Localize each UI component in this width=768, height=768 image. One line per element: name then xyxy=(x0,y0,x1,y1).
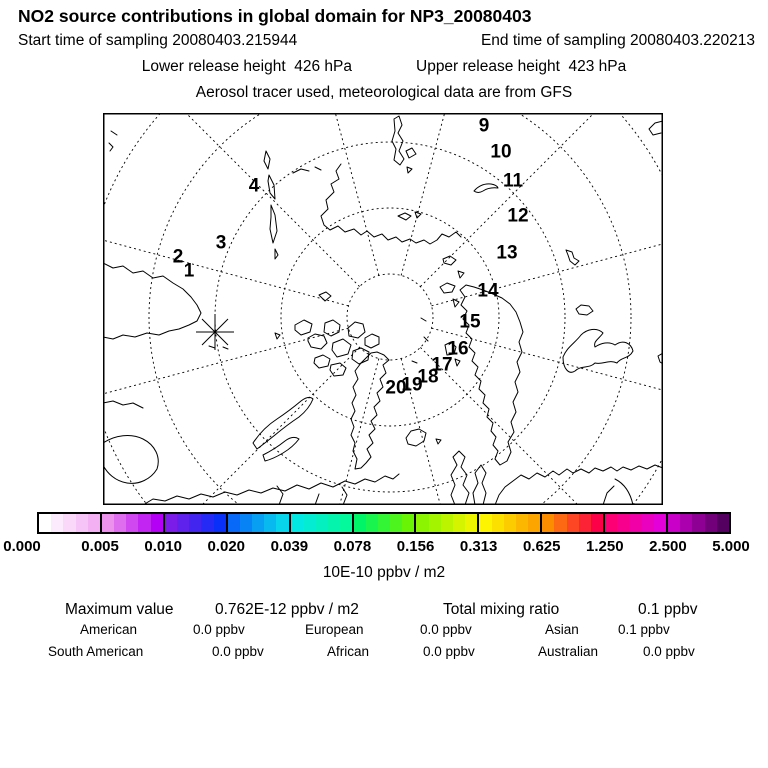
colorbar-cell xyxy=(705,514,717,532)
end-time-text: End time of sampling 20080403.220213 xyxy=(480,32,755,49)
meridian-line xyxy=(279,359,379,505)
meridian-line xyxy=(432,206,663,306)
maximum-value: 0.762E-12 ppbv / m2 xyxy=(215,601,359,618)
colorbar-cell xyxy=(240,514,252,532)
colorbar-tick-label: 0.078 xyxy=(333,538,372,555)
coastline-siberia xyxy=(264,151,464,278)
colorbar-cell xyxy=(390,514,402,532)
release-point-marker xyxy=(196,314,234,350)
trajectory-point-label: 4 xyxy=(248,175,260,197)
colorbar-cell xyxy=(416,514,428,532)
region-label-asian: Asian xyxy=(545,622,579,637)
region-label-american: American xyxy=(80,622,138,637)
colorbar-tick-label: 0.020 xyxy=(207,538,246,555)
page-title: NO2 source contributions in global domain for NP3_20080403 xyxy=(18,6,532,26)
colorbar-tick-label: 2.500 xyxy=(649,538,687,555)
colorbar-cell xyxy=(252,514,264,532)
colorbar-cell xyxy=(642,514,654,532)
trajectory-point-label: 14 xyxy=(477,280,499,302)
colorbar-tick-label: 0.039 xyxy=(270,538,309,555)
polar-map-svg xyxy=(103,113,663,505)
colorbar-cell xyxy=(516,514,528,532)
colorbar-cell xyxy=(717,514,729,532)
colorbar-cell xyxy=(51,514,63,532)
colorbar-cell xyxy=(327,514,339,532)
region-label-south-american: South American xyxy=(48,644,144,659)
release-heights-line xyxy=(0,58,768,76)
region-label-australian: Australian xyxy=(538,644,599,659)
colorbar-tick-label: 0.625 xyxy=(522,538,561,555)
colorbar-cell xyxy=(39,514,51,532)
latitude-circle xyxy=(149,113,631,505)
trajectory-point-label: 13 xyxy=(496,242,518,264)
coastline-chukotka xyxy=(103,131,228,349)
colorbar-cell xyxy=(138,514,150,532)
region-value-south-american: 0.0 ppbv xyxy=(212,644,264,659)
region-value-european: 0.0 ppbv xyxy=(420,622,472,637)
colorbar-cell xyxy=(492,514,504,532)
colorbar-segment xyxy=(414,512,479,534)
colorbar-cell xyxy=(315,514,327,532)
colorbar-tick-label: 0.156 xyxy=(396,538,435,555)
total-mixing-ratio-value: 0.1 ppbv xyxy=(638,601,698,618)
colorbar-cell xyxy=(402,514,414,532)
colorbar-segment xyxy=(477,512,542,534)
colorbar-cell xyxy=(366,514,378,532)
meridian-line xyxy=(401,113,501,275)
tracer-note: Aerosol tracer used, meteorological data are from GFS xyxy=(195,84,573,101)
trajectory-point-label: 1 xyxy=(183,260,195,282)
colorbar-tick-labels xyxy=(0,538,768,556)
trajectory-point-label: 16 xyxy=(447,338,469,360)
colorbar-cell xyxy=(165,514,177,532)
upper-release-text: Upper release height 423 hPa xyxy=(416,58,627,75)
colorbar-cell xyxy=(303,514,315,532)
colorbar-units-label: 10E-10 ppbv / m2 xyxy=(322,564,446,581)
coastline-canadian-archipelago xyxy=(275,292,428,376)
colorbar-segment xyxy=(603,512,668,534)
trajectory-point-label: 20 xyxy=(385,377,407,399)
colorbar-cell xyxy=(102,514,114,532)
trajectory-point-label: 10 xyxy=(490,141,512,163)
trajectory-point-label: 15 xyxy=(459,311,481,333)
colorbar-cell xyxy=(668,514,680,532)
colorbar-tick-label: 0.005 xyxy=(81,538,119,555)
colorbar-cell xyxy=(591,514,603,532)
colorbar-cell xyxy=(189,514,201,532)
colorbar-cell xyxy=(264,514,276,532)
colorbar-cell xyxy=(504,514,516,532)
sampling-times-line xyxy=(18,32,755,50)
colorbar-cell xyxy=(429,514,441,532)
colorbar-cell xyxy=(76,514,88,532)
region-value-asian: 0.1 ppbv xyxy=(618,622,670,637)
colorbar-segment xyxy=(163,512,228,534)
meridian-line xyxy=(420,113,663,287)
colorbar-cell xyxy=(378,514,390,532)
colorbar-cell xyxy=(201,514,213,532)
colorbar xyxy=(37,512,731,534)
colorbar-tick-label: 0.313 xyxy=(459,538,498,555)
region-value-american: 0.0 ppbv xyxy=(193,622,245,637)
meridian-line xyxy=(279,113,379,275)
polar-map xyxy=(103,113,663,505)
colorbar-cell xyxy=(228,514,240,532)
colorbar-cell xyxy=(554,514,566,532)
colorbar-segment xyxy=(100,512,165,534)
graticule xyxy=(103,113,663,505)
colorbar-cell xyxy=(177,514,189,532)
colorbar-tick-label: 1.250 xyxy=(586,538,624,555)
colorbar-cell xyxy=(441,514,453,532)
colorbar-segment xyxy=(666,512,731,534)
trajectory-point-label: 11 xyxy=(502,170,524,192)
colorbar-cell xyxy=(630,514,642,532)
colorbar-segment xyxy=(289,512,354,534)
colorbar-segment xyxy=(540,512,605,534)
colorbar-cell xyxy=(354,514,366,532)
colorbar-cell xyxy=(465,514,477,532)
lower-release-text: Lower release height 426 hPa xyxy=(141,58,352,75)
colorbar-tick-label: 0.000 xyxy=(3,538,41,555)
region-value-african: 0.0 ppbv xyxy=(423,644,475,659)
colorbar-tick-label: 0.010 xyxy=(144,538,182,555)
colorbar-cell xyxy=(276,514,288,532)
colorbar-cell xyxy=(479,514,491,532)
trajectory-point-label: 12 xyxy=(507,205,529,227)
colorbar-cell xyxy=(654,514,666,532)
colorbar-cell xyxy=(291,514,303,532)
trajectory-point-label: 3 xyxy=(215,232,227,254)
region-label-european: European xyxy=(305,622,364,637)
colorbar-segment xyxy=(352,512,417,534)
region-label-african: African xyxy=(327,644,370,659)
colorbar-cell xyxy=(579,514,591,532)
trajectory-point-label: 2 xyxy=(172,246,184,268)
colorbar-cell xyxy=(63,514,75,532)
meridian-line xyxy=(420,347,663,505)
trajectory-point-label: 18 xyxy=(417,366,439,388)
colorbar-cell xyxy=(88,514,100,532)
coastline-victoria-islands xyxy=(253,397,313,461)
colorbar-cell xyxy=(567,514,579,532)
trajectory-point-label: 17 xyxy=(431,354,453,376)
colorbar-cell xyxy=(126,514,138,532)
total-mixing-ratio-label: Total mixing ratio xyxy=(443,601,560,618)
colorbar-tick-label: 5.000 xyxy=(712,538,750,555)
map-border xyxy=(104,114,663,505)
colorbar-cell xyxy=(114,514,126,532)
colorbar-cell xyxy=(151,514,163,532)
colorbar-segment xyxy=(226,512,291,534)
region-value-australian: 0.0 ppbv xyxy=(643,644,695,659)
coastline-alaska-canada xyxy=(103,401,399,505)
colorbar-segment xyxy=(37,512,102,534)
colorbar-cell xyxy=(339,514,351,532)
colorbar-cell xyxy=(605,514,617,532)
colorbar-cell xyxy=(680,514,692,532)
latitude-circle xyxy=(347,274,433,360)
coastline-britain-europe xyxy=(451,451,663,505)
trajectory-point-label: 9 xyxy=(478,115,490,137)
colorbar-cell xyxy=(617,514,629,532)
colorbar-cell xyxy=(542,514,554,532)
colorbar-cell xyxy=(692,514,704,532)
colorbar-cell xyxy=(214,514,226,532)
maximum-value-label: Maximum value xyxy=(65,601,174,618)
meridian-line xyxy=(103,113,360,287)
trajectory-point-label: 19 xyxy=(401,374,423,396)
colorbar-cell xyxy=(528,514,540,532)
colorbar-cell xyxy=(453,514,465,532)
coastline-svalbard xyxy=(392,116,416,173)
start-time-text: Start time of sampling 20080403.215944 xyxy=(18,32,298,49)
